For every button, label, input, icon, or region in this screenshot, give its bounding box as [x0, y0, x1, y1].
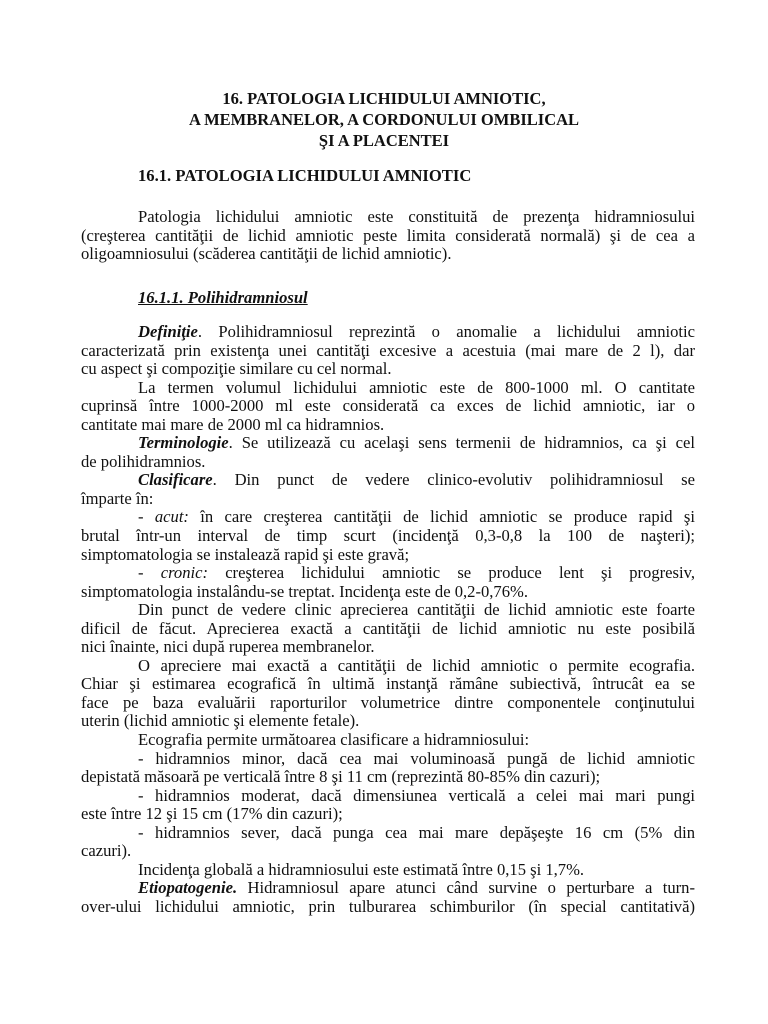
text-line: (creşterea cantităţii de lichid amniotic peste limita considerată normală) şi de cea a	[81, 225, 695, 245]
term-terminologie: Terminologie	[138, 433, 229, 453]
text-line: brutal într-un interval de timp scurt (incidenţă 0,3-0,8 la 100 de naşteri);	[81, 526, 695, 546]
text-line: simptomatologia se instalează rapid şi este gravă;	[81, 544, 410, 564]
text-line: La termen volumul lichidului amniotic este de 800-1000 ml. O cantitate	[138, 377, 695, 397]
text-line: simptomatologia instalându-se treptat. Incidenţa este de 0,2-0,76%.	[81, 581, 528, 601]
text-line: oligoamniosului (scăderea cantităţii de lichid amniotic).	[81, 244, 452, 264]
text-line: Patologia lichidului amniotic este constituită de prezenţa hidramniosului	[138, 207, 695, 226]
text-line: uterin (lichid amniotic şi elemente fetale).	[81, 711, 360, 731]
chapter-title-line: ŞI A PLACENTEI	[318, 131, 450, 150]
intro-paragraph	[81, 208, 695, 264]
text-line: Etiopatogenie. Hidramniosul apare atunci când survine o perturbare a turn-	[138, 878, 695, 898]
text-line: over-ului lichidului amniotic, prin tulburarea schimburilor (în special cantitativă)	[81, 896, 695, 916]
text-line: Chiar şi estimarea ecografică în ultimă instanţă rămâne subiectivă, întrucât ea se	[81, 674, 695, 694]
text-line: cu aspect şi compoziţie similare cu cel normal.	[81, 359, 392, 379]
text-line: - hidramnios minor, dacă cea mai voluminoasă pungă de lichid amniotic	[138, 748, 695, 768]
chapter-title-line: A MEMBRANELOR, A CORDONULUI OMBILICAL	[188, 110, 580, 129]
text-line: caracterizată prin existenţa unei cantităţi excesive a acestuia (mai mare de 2 l), dar	[81, 340, 695, 360]
text-line: Din punct de vedere clinic aprecierea cantităţii de lichid amniotic este foarte	[138, 600, 695, 620]
body-text	[81, 323, 695, 917]
text-line: - acut: în care creşterea cantităţii de lichid amniotic se produce rapid şi	[138, 507, 695, 527]
text-line: O apreciere mai exactă a cantităţii de lichid amniotic o permite ecografia.	[138, 655, 695, 675]
text-line: - hidramnios sever, dacă punga cea mai mare depăşeşte 16 cm (5% din	[138, 822, 695, 842]
term-acut: acut:	[154, 507, 189, 527]
text-line: Clasificare. Din punct de vedere clinico-evolutiv polihidramniosul se	[138, 470, 695, 490]
section-heading: 16.1. PATOLOGIA LICHIDULUI AMNIOTIC	[138, 166, 472, 185]
text-line: Terminologie. Se utilizează cu acelaşi sens termenii de hidramnios, ca şi cel	[138, 433, 695, 453]
text-line: - cronic: creşterea lichidului amniotic se produce lent şi progresiv,	[138, 563, 695, 583]
text-line: cazuri).	[81, 841, 132, 861]
text-line: împarte în:	[81, 488, 154, 508]
term-clasificare: Clasificare	[138, 470, 213, 490]
text-line: Ecografia permite următoarea clasificare a hidramniosului:	[138, 730, 530, 750]
text-line: nici înainte, nici după ruperea membranelor.	[81, 637, 375, 657]
text-line: cantitate mai mare de 2000 ml ca hidramnios.	[81, 414, 385, 434]
text-line: depistată măsoară pe verticală între 8 şi 11 cm (reprezintă 80-85% din cazuri);	[81, 767, 601, 787]
chapter-title	[0, 88, 768, 151]
text-line: Definiţie. Polihidramniosul reprezintă o anomalie a lichidului amniotic	[138, 322, 695, 341]
term-cronic: cronic:	[160, 563, 209, 583]
text-line: cuprinsă între 1000-2000 ml este considerată ca exces de lichid amniotic, iar o	[81, 396, 695, 416]
text-line: Incidenţa globală a hidramniosului este estimată între 0,15 şi 1,7%.	[138, 859, 585, 879]
text-line: este între 12 şi 15 cm (17% din cazuri);	[81, 804, 343, 824]
subsection-heading: 16.1.1. Polihidramniosul	[138, 288, 308, 307]
text-line: dificil de făcut. Aprecierea exactă a cantităţii de lichid amniotic nu este posibilă	[81, 618, 695, 638]
text-line: - hidramnios moderat, dacă dimensiunea verticală a celei mai mari pungi	[138, 785, 695, 805]
chapter-title-line: 16. PATOLOGIA LICHIDULUI AMNIOTIC,	[222, 89, 546, 108]
term-definitie: Definiţie	[138, 322, 198, 341]
text-line: face pe baza evaluării raporturilor volumetrice dintre componentele conţinutului	[81, 692, 695, 712]
term-etiopatogenie: Etiopatogenie.	[138, 878, 238, 898]
text-line: de polihidramnios.	[81, 451, 206, 471]
